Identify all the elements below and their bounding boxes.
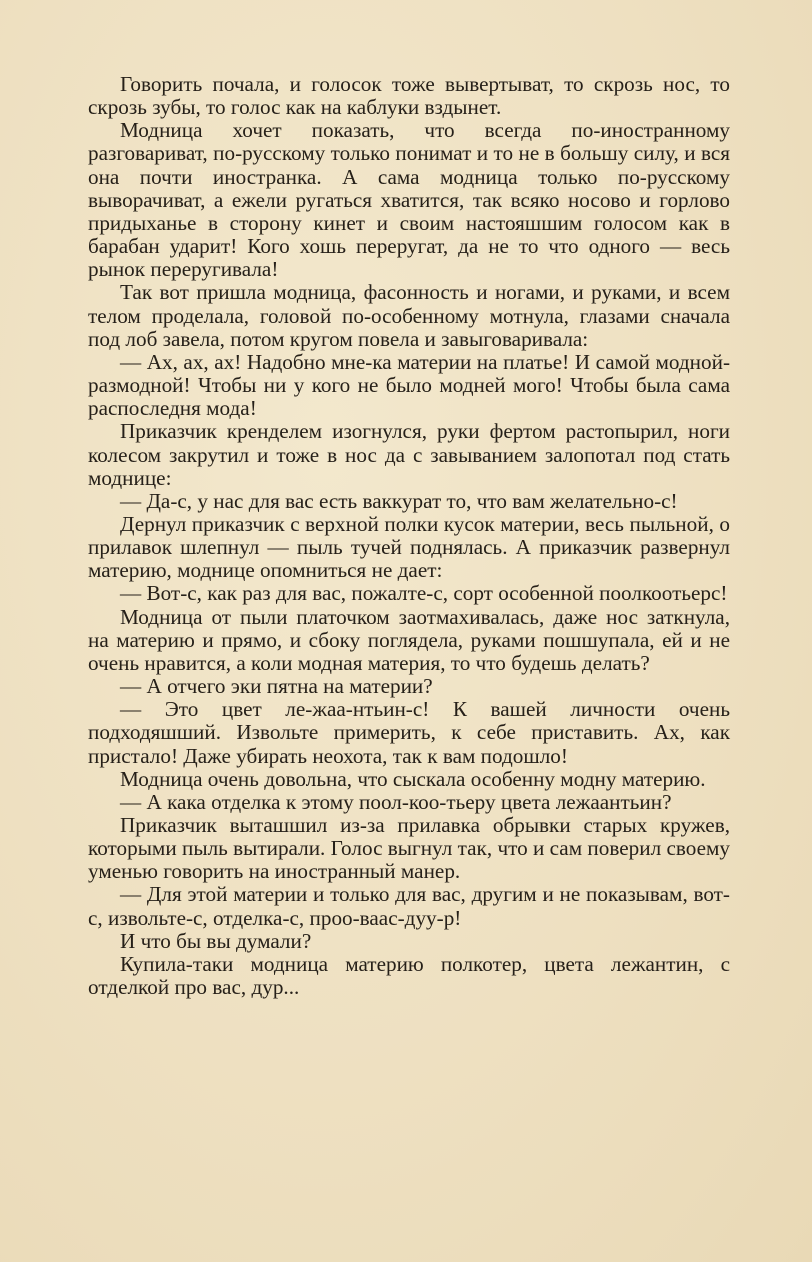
paragraph-11: — Это цвет ле-жаа-нтьин-с! К вашей личности очень подходяшший. Извольте примерить, к себе приставить. Ах, как пристало! Даже убирать неохота, так к вам подошло! bbox=[88, 697, 730, 768]
page-text bbox=[88, 73, 730, 999]
paragraph-1: Говорить почала, и голосок тоже вывертыват, то скрозь нос, то скрозь зубы, то голос как на каблуки вздынет. bbox=[88, 72, 730, 120]
paragraph-16: И что бы вы думали? bbox=[120, 928, 312, 953]
paragraph-5: Приказчик кренделем изогнулся, руки фертом растопырил, ноги колесом закрутил и тоже в нос да с завыванием залопотал под стать моднице: bbox=[88, 419, 730, 490]
paragraph-9: Модница от пыли платочком заотмахивалась, даже нос заткнула, на материю и прямо, и сбоку поглядела, руками пошшупала, ей и не очень нравится, а коли модная материя, то что будешь делать? bbox=[88, 604, 730, 675]
paragraph-17: Купила-таки модница материю полкотер, цвета лежантин, с отделкой про вас, дур... bbox=[88, 951, 730, 1000]
paragraph-8: — Вот-с, как раз для вас, пожалте-с, сорт особенной поолкоотьерс! bbox=[120, 581, 728, 606]
paragraph-4: — Ах, ах, ах! Надобно мне-ка материи на платье! И самой модной-размодной! Чтобы ни у кого не было модней мого! Чтобы была сама распоследня мода! bbox=[88, 349, 730, 421]
paragraph-7: Дернул приказчик с верхной полки кусок материи, весь пыльной, о прилавок шлепнул — пыль тучей поднялась. А приказчик развернул материю, моднице опомниться не дает: bbox=[88, 511, 730, 583]
paragraph-2: Модница хочет показать, что всегда по-иностранному разговариват, по-русскому только понимат и то не в большу силу, и вся она почти иностранка. А сама модница только по-русскому выворачиват, а ежели ругаться хватится, так всяко носово и горлово придыханье в сторону кинет и своим настояшшим голосом как в барабан ударит! Кого хошь переругат, да не то что одного — весь рынок переругивала! bbox=[88, 118, 730, 282]
paragraph-14: Приказчик выташшил из-за прилавка обрывки старых кружев, которыми пыль вытирали. Голос выгнул так, что и сам поверил своему уменью говорить на иностранный манер. bbox=[88, 813, 730, 884]
paragraph-3: Так вот пришла модница, фасонность и ногами, и руками, и всем телом проделала, головой по-особенному мотнула, глазами сначала под лоб завела, потом кругом повела и завыговаривала: bbox=[88, 280, 730, 351]
paragraph-6: — Да-с, у нас для вас есть ваккурат то, что вам желательно-с! bbox=[120, 488, 678, 513]
paragraph-15: — Для этой материи и только для вас, другим и не показывам, вот-с, извольте-с, отделка-с, проо-ваас-дуу-р! bbox=[88, 882, 730, 930]
paragraph-13: — А кака отделка к этому поол-коо-тьеру цвета лежаантьин? bbox=[120, 789, 672, 814]
paragraph-12: Модница очень довольна, что сыскала особенну модну материю. bbox=[120, 766, 706, 791]
paragraph-10: — А отчего эки пятна на материи? bbox=[120, 674, 433, 699]
